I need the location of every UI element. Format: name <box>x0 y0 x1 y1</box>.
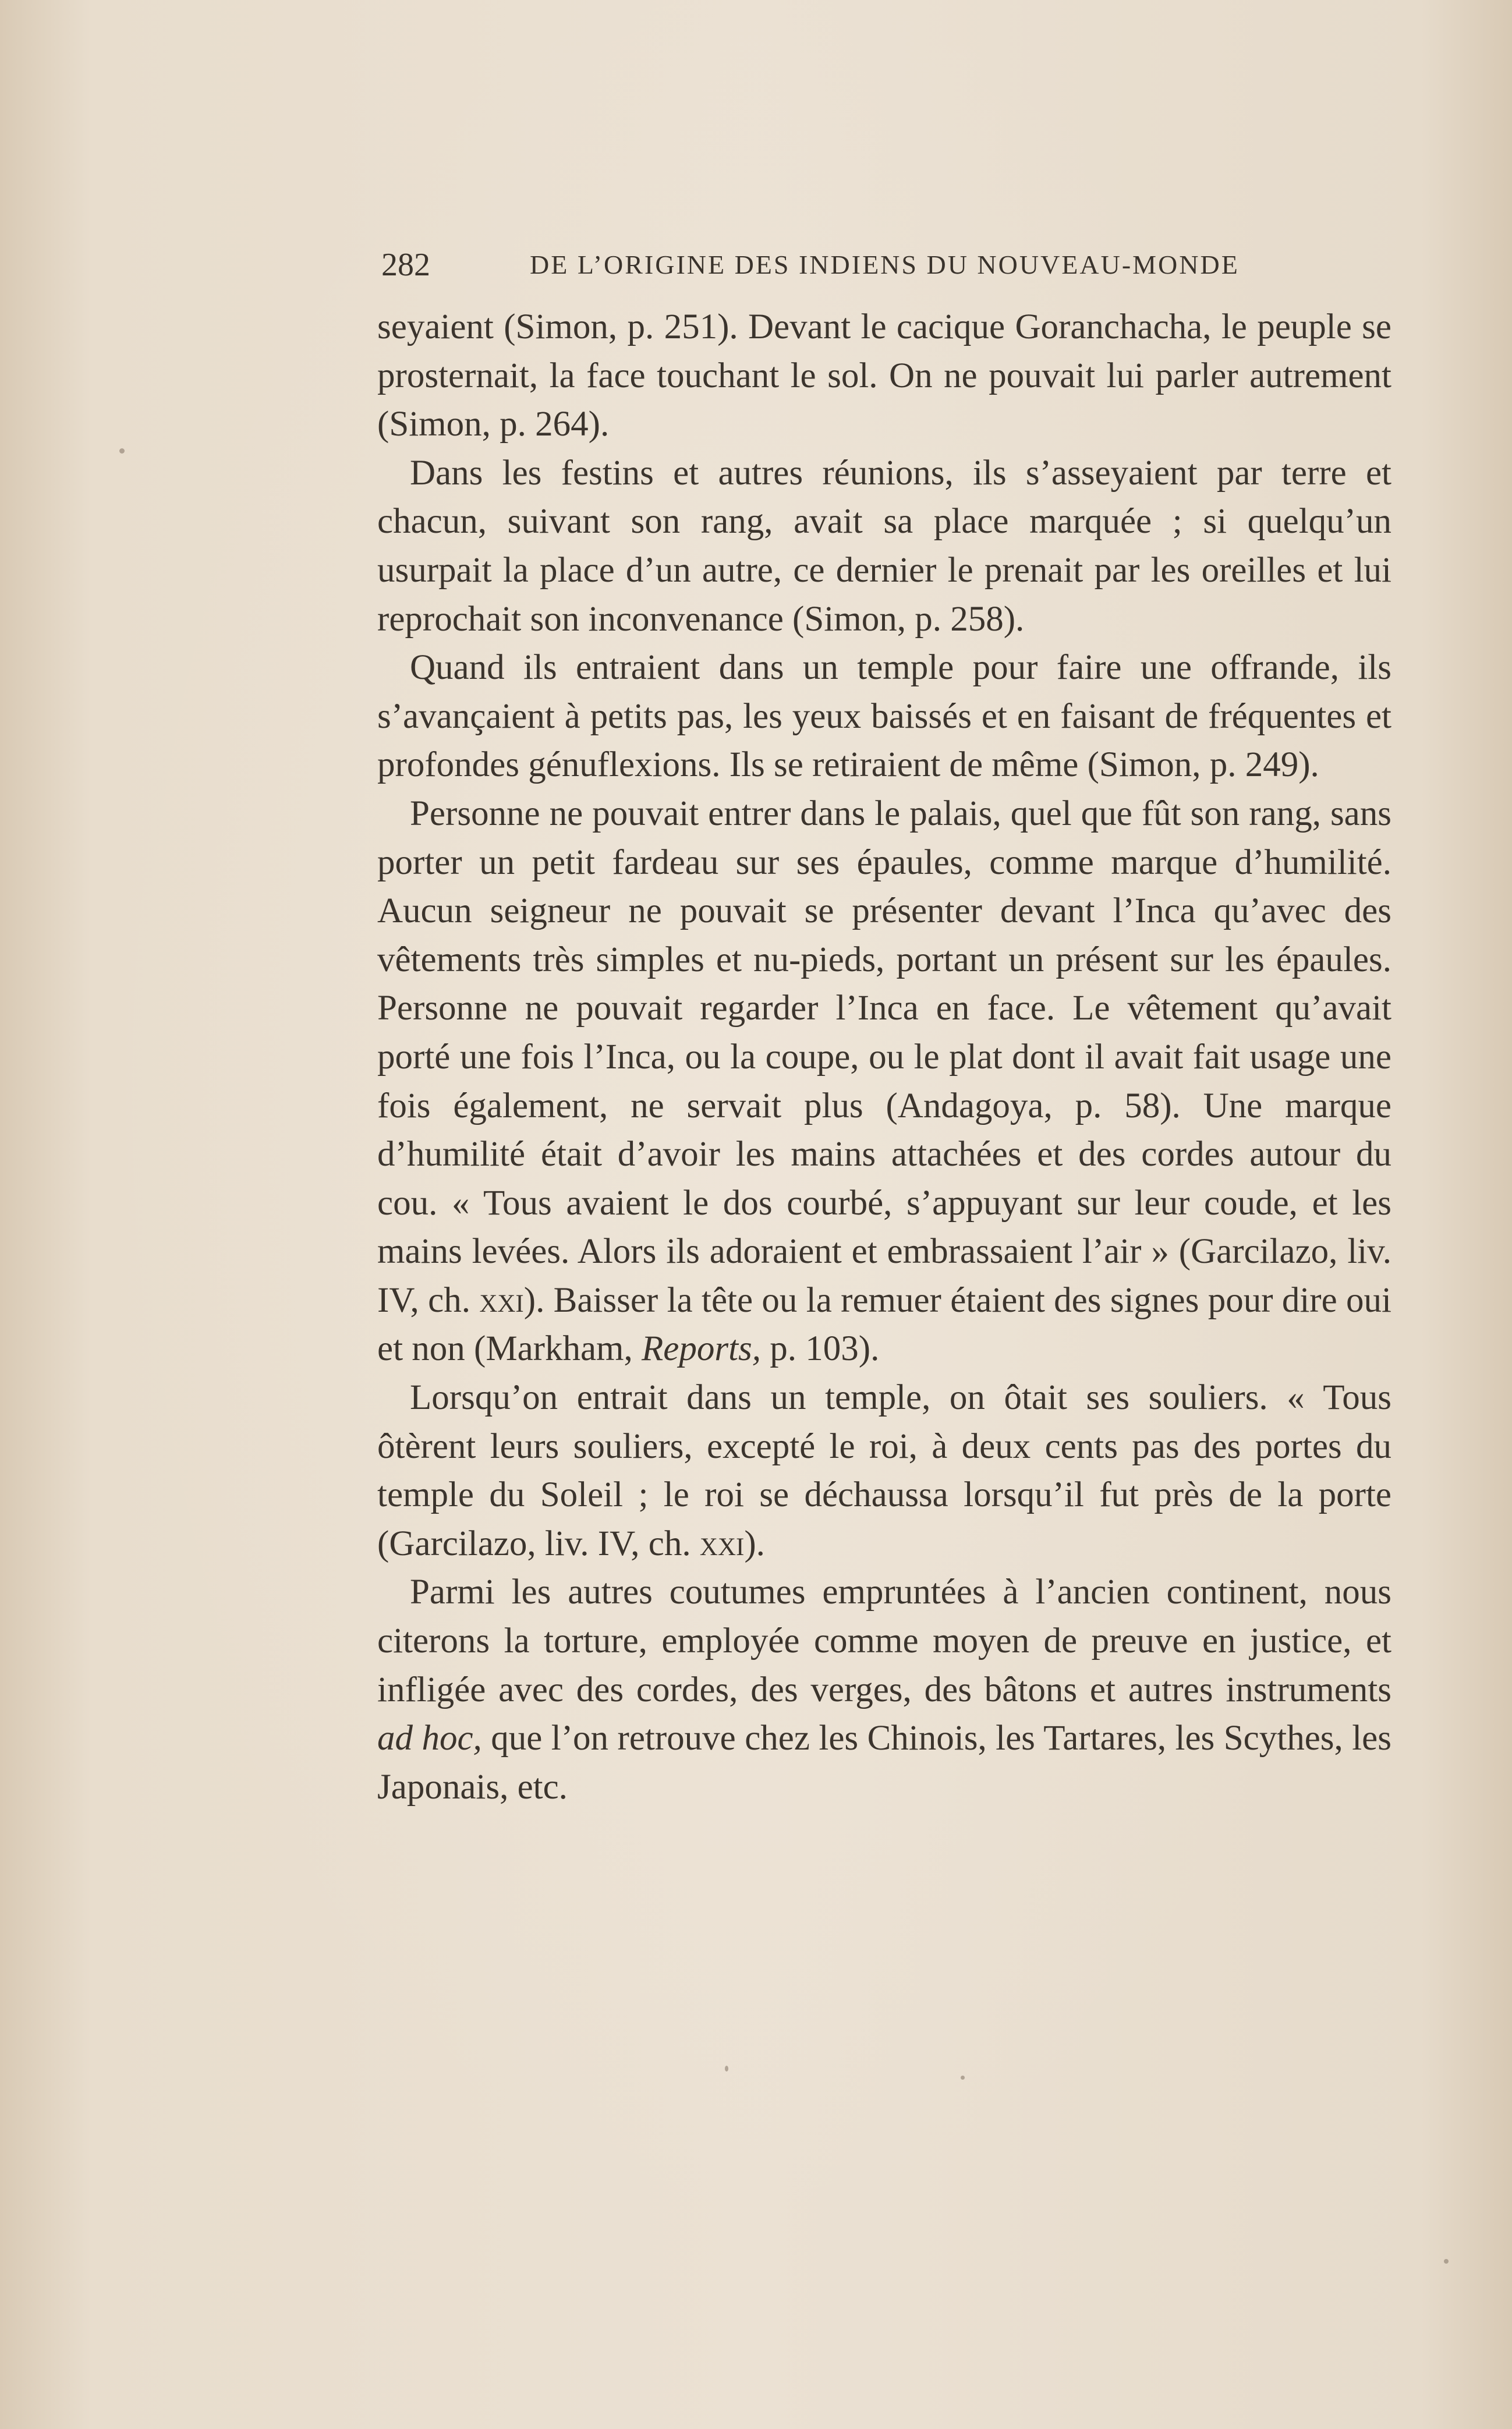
paragraph-3-text: Quand ils entraient dans un temple pour faire une offrande, ils s’avançaient à petits pas, les yeux baissés et en faisant de fréquentes et profondes génuflexions. Ils se retiraient de même (Simon, p. 249). <box>377 648 1391 785</box>
paragraph-4-text-a: Personne ne pouvait entrer dans le palais, quel que fût son rang, sans porter un petit fardeau sur ses épaules, comme marque d’humilité. Aucun seigneur ne pouvait se présenter devant l’Inca qu’avec des vêtements très simples et nu-pieds, portant un présent sur les épaules. Personne ne pouvait regarder l’Inca en face. Le vêtement qu’avait porté une fois l’Inca, ou la coupe, ou le plat dont il avait fait usage une fois également, ne servait plus (Andagoya, p. 58). Une marque d’humilité était d’avoir les mains attachées et des cordes autour du cou. « Tous avaient le dos courbé, s’appuyant sur leur coude, et les mains levées. Alors ils adoraient et embrassaient l’air » (Garcilazo, liv. IV, ch. <box>377 794 1391 1320</box>
paragraph-6-text-a: Parmi les autres coutumes empruntées à l’ancien continent, nous citerons la torture, employée comme moyen de preuve en justice, et infligée avec des cordes, des verges, des bâtons et autres instruments <box>377 1573 1391 1709</box>
foxing-spot <box>1444 2259 1449 2264</box>
foxing-spot <box>961 2076 965 2080</box>
paragraph-2-text: Dans les festins et autres réunions, ils s’asseyaient par terre et chacun, suivant son rang, avait sa place marquée ; si quelqu’un usurpait la place d’un autre, ce dernier le prenait par les oreilles et lui reprochait son inconvenance (Simon, p. 258). <box>377 453 1391 639</box>
paragraph-3 <box>377 643 1391 789</box>
paragraph-1 <box>377 303 1391 449</box>
foxing-spot <box>725 2066 728 2072</box>
paragraph-2 <box>377 449 1391 643</box>
running-title: DE L’ORIGINE DES INDIENS DU NOUVEAU-MONDE <box>530 250 1240 279</box>
paragraph-4 <box>377 789 1391 1373</box>
running-head <box>381 239 1394 291</box>
page-number: 282 <box>381 247 430 283</box>
paragraph-1-text: seyaient (Simon, p. 251). Devant le cacique Goranchacha, le peuple se prosternait, la face touchant le sol. On ne pouvait lui parler autrement (Simon, p. 264). <box>377 307 1391 444</box>
roman-numeral: xxi <box>479 1280 524 1320</box>
foxing-spot <box>119 448 125 454</box>
italic-title: Reports, <box>642 1329 762 1369</box>
paragraph-6-text-b: que l’on retrouve chez les Chinois, les Tartares, les Scythes, les Japonais, etc. <box>377 1719 1391 1807</box>
roman-numeral: xxi <box>699 1524 745 1563</box>
body-text <box>377 303 1391 1811</box>
italic-phrase: ad hoc, <box>377 1719 482 1758</box>
paragraph-6 <box>377 1568 1391 1811</box>
paragraph-4-text-c: p. 103). <box>761 1329 880 1369</box>
paragraph-4-text-b: ). Baisser la tête ou la remuer étaient des signes pour dire oui et non (Markham, <box>377 1280 1392 1369</box>
paragraph-5-text-a: Lorsqu’on entrait dans un temple, on ôtait ses souliers. « Tous ôtèrent leurs souliers, excepté le roi, à deux cents pas des portes du temple du Soleil ; le roi se déchaussa lorsqu’il fut près de la porte (Garcilazo, liv. IV, ch. <box>377 1378 1391 1563</box>
paragraph-5-text-b: ). <box>744 1524 765 1563</box>
paragraph-5 <box>377 1373 1391 1568</box>
